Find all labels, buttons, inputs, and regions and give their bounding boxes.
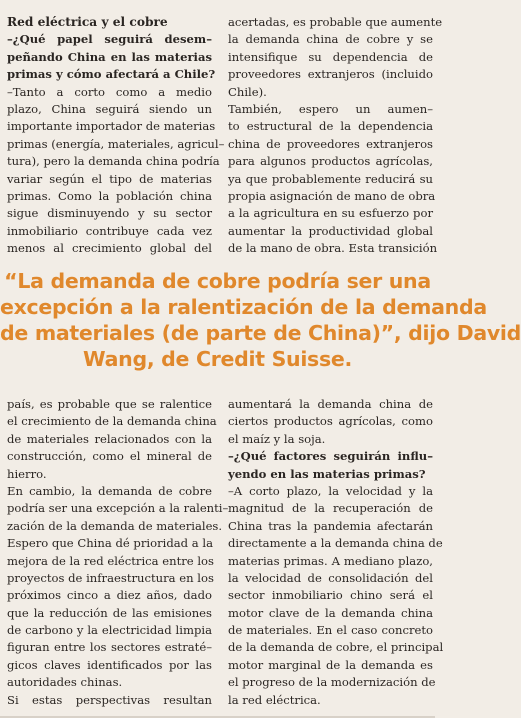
- body-text-line: –Tanto a corto como a medio: [7, 84, 212, 99]
- body-text-line: importante importador de materias: [7, 119, 216, 134]
- interview-question-line: primas y cómo afectará a Chile?: [7, 67, 216, 82]
- section-heading: Red eléctrica y el cobre: [7, 15, 168, 29]
- body-text-line: propia asignación de mano de obra: [228, 188, 436, 203]
- body-text-line: primas. Como la población china: [7, 188, 212, 203]
- body-text-line: la red eléctrica.: [228, 692, 321, 707]
- body-text-line: que la reducción de las emisiones: [7, 605, 212, 620]
- interview-question-line: peñando China en las materias: [7, 49, 212, 64]
- pull-quote-line: excepción a la ralentización de la demanda: [0, 295, 487, 319]
- body-text-line: próximos cinco a diez años, dado: [7, 588, 212, 603]
- body-text-line: En cambio, la demanda de cobre: [7, 483, 212, 498]
- body-text-line: materias primas. A mediano plazo,: [228, 553, 433, 568]
- body-text-line: la velocidad de consolidación del: [228, 570, 433, 585]
- body-text-line: la demanda china de cobre y se: [228, 32, 433, 47]
- interview-question-line: –¿Qué papel seguirá desem–: [7, 32, 212, 47]
- body-text-line: de materiales relacionados con la: [7, 431, 212, 446]
- body-text-line: magnitud de la recuperación de: [228, 501, 433, 516]
- body-text-line: –A corto plazo, la velocidad y la: [228, 483, 433, 498]
- body-text-line: a la agricultura en su esfuerzo por: [228, 206, 433, 221]
- pull-quote: [0, 268, 521, 372]
- body-text-line: proyectos de infraestructura en los: [7, 570, 214, 585]
- body-text-line: intensifique su dependencia de: [228, 49, 433, 64]
- body-text-line: to estructural de la dependencia: [228, 119, 433, 134]
- body-text-line: acertadas, es probable que aumente: [228, 15, 443, 29]
- body-text-line: aumentar la productividad global: [228, 223, 433, 238]
- body-text-line: motor clave de la demanda china: [228, 605, 433, 620]
- body-text-line: mejora de la red eléctrica entre los: [7, 553, 214, 568]
- column-top-left: [7, 14, 225, 257]
- interview-question-line: yendo en las materias primas?: [228, 466, 426, 481]
- body-text-line: Chile).: [228, 84, 267, 99]
- body-text-line: plazo, China seguirá siendo un: [7, 101, 212, 116]
- body-text-line: Espero que China dé prioridad a la: [7, 536, 213, 551]
- body-text-line: de materiales. En el caso concreto: [228, 623, 433, 638]
- pull-quote-line: de materiales (de parte de China)”, dijo David: [0, 321, 521, 345]
- body-text-line: ciertos productos agrícolas, como: [228, 414, 433, 429]
- body-text-line: zación de la demanda de materiales.: [7, 518, 223, 533]
- body-text-line: ya que probablemente reducirá su: [228, 171, 433, 186]
- body-text-line: Si estas perspectivas resultan: [7, 692, 212, 707]
- body-text-line: proveedores extranjeros (incluido: [228, 67, 433, 82]
- body-text-line: país, es probable que se ralentice: [7, 397, 212, 411]
- body-text-line: podría ser una excepción a la ralenti–: [7, 501, 229, 516]
- body-text-line: variar según el tipo de materias: [7, 171, 212, 186]
- body-text-line: primas (energía, materiales, agricul–: [7, 136, 225, 151]
- body-text-line: También, espero un aumen–: [228, 101, 433, 116]
- body-text-line: china de proveedores extranjeros: [228, 136, 433, 151]
- column-top-right: [228, 14, 443, 257]
- body-text-line: el maíz y la soja.: [228, 431, 326, 446]
- body-text-line: para algunos productos agrícolas,: [228, 154, 433, 169]
- body-text-line: motor marginal de la demanda es: [228, 657, 433, 672]
- body-text-line: tura), pero la demanda china podría: [7, 154, 220, 169]
- pull-quote-line: “La demanda de cobre podría ser una: [4, 269, 431, 293]
- body-text-line: de la mano de obra. Esta transición: [228, 241, 438, 256]
- body-text-line: sigue disminuyendo y su sector: [7, 206, 212, 221]
- body-text-line: el crecimiento de la demanda china: [7, 414, 217, 429]
- body-text-line: gicos claves identificados por las: [7, 657, 212, 672]
- body-text-line: directamente a la demanda china de: [228, 536, 443, 551]
- column-bottom-right: [228, 396, 444, 709]
- interview-question-line: –¿Qué factores seguirán influ–: [228, 449, 433, 464]
- body-text-line: de la demanda de cobre, el principal: [228, 640, 444, 655]
- body-text-line: aumentará la demanda china de: [228, 397, 433, 411]
- body-text-line: autoridades chinas.: [7, 675, 123, 690]
- body-text-line: inmobiliario contribuye cada vez: [7, 223, 212, 238]
- body-text-line: de carbono y la electricidad limpia: [7, 623, 212, 638]
- body-text-line: sector inmobiliario chino será el: [228, 588, 433, 603]
- body-text-line: construcción, como el mineral de: [7, 449, 212, 464]
- body-text-line: menos al crecimiento global del: [7, 241, 212, 256]
- body-text-line: China tras la pandemia afectarán: [228, 518, 433, 533]
- column-bottom-left: [7, 396, 229, 709]
- body-text-line: figuran entre los sectores estraté–: [7, 640, 212, 655]
- body-text-line: el progreso de la modernización de: [228, 675, 436, 690]
- pull-quote-line: Wang, de Credit Suisse.: [83, 347, 352, 371]
- body-text-line: hierro.: [7, 466, 47, 481]
